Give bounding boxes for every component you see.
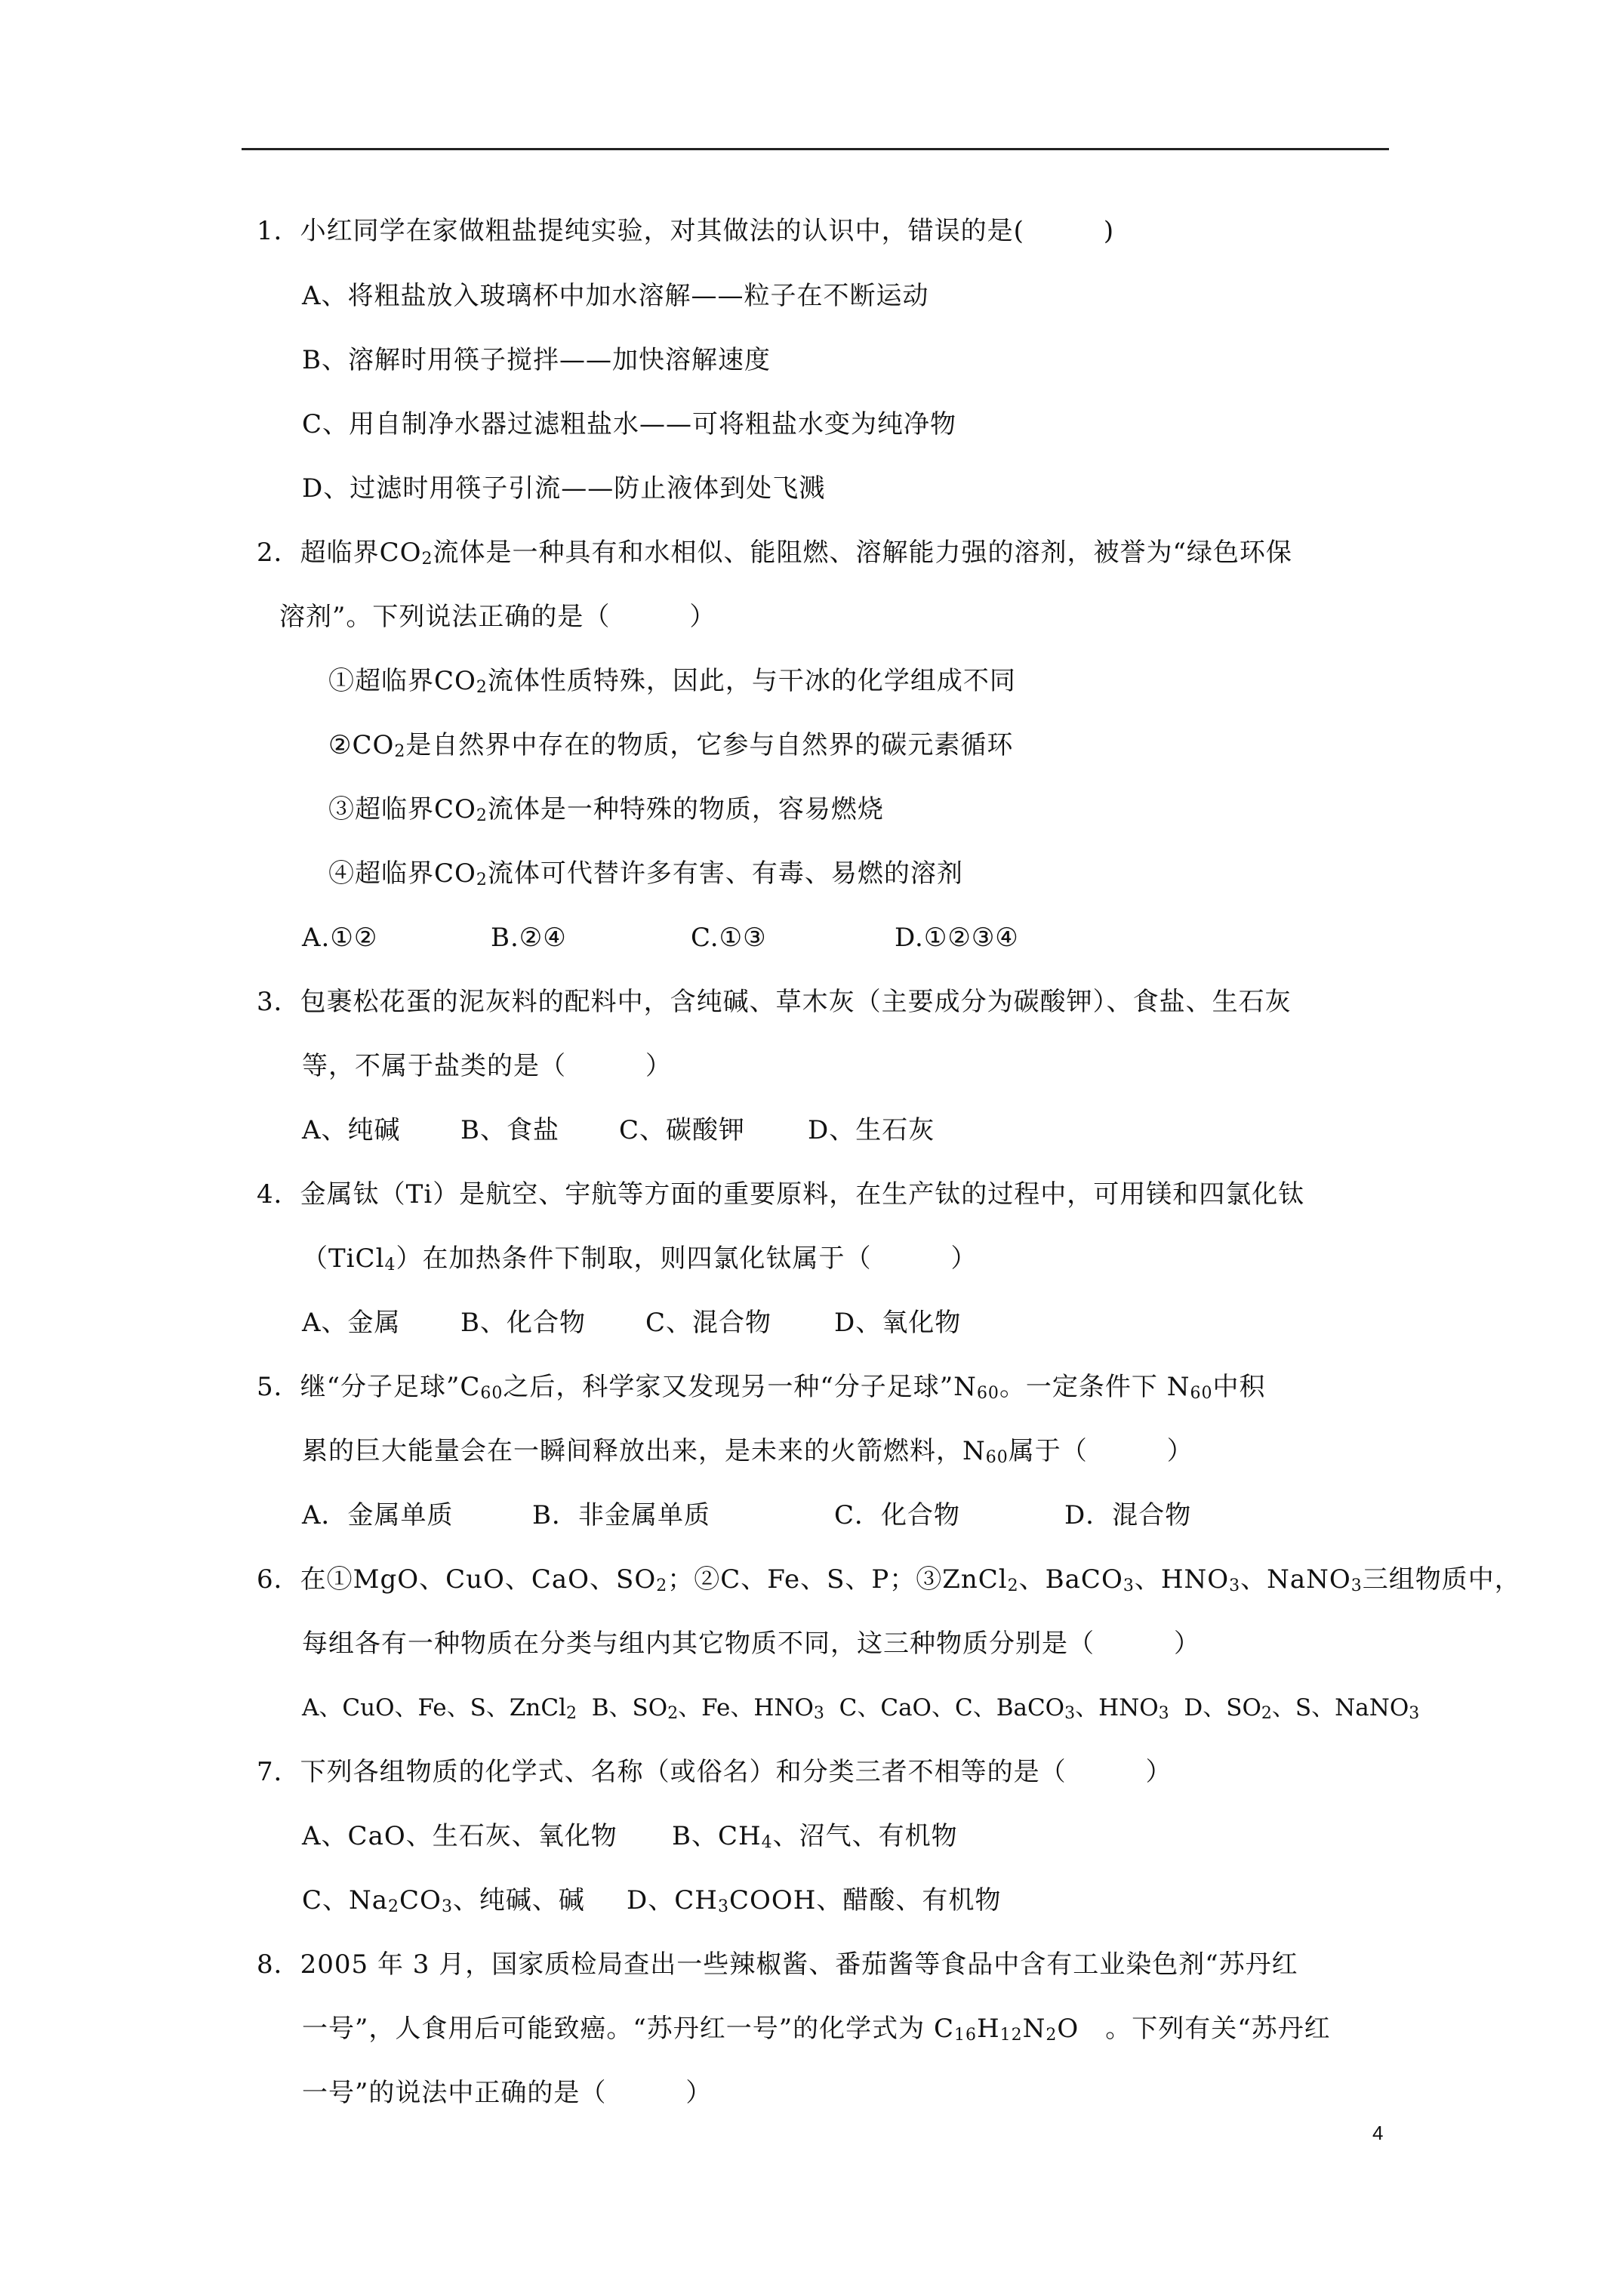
question-8-stem-line-2: 一号”，人食用后可能致癌。“苏丹红一号”的化学式为 $C_{16}H_{12}N_2O$ 。下列有关“苏丹红 — [302, 2014, 1331, 2045]
question-4-stem-line-2: （TiCl$_4$）在加热条件下制取，则四氯化钛属于（ ） — [302, 1244, 978, 1274]
question-2-option-c: C.①③ — [691, 923, 767, 953]
question-7-option-a: A、CaO、生石灰、氧化物 — [302, 1821, 617, 1851]
question-1-option-a: A、将粗盐放入玻璃杯中加水溶解——粒子在不断运动 — [302, 281, 929, 311]
question-6-option-b: B、$SO_2$、Fe、$HNO_3$ — [591, 1694, 824, 1723]
question-2-option-b: B.②④ — [491, 923, 567, 953]
question-8-stem-line-1: 8．2005 年 3 月，国家质检局查出一些辣椒酱、番茄酱等食品中含有工业染色剂“苏丹红 — [257, 1949, 1298, 1980]
question-5-option-b: B．非金属单质 — [532, 1500, 710, 1530]
question-2-statement-3: ③超临界$CO_2$流体是一种特殊的物质，容易燃烧 — [328, 794, 884, 825]
question-2-statement-2: $②CO_2$是自然界中存在的物质，它参与自然界的碳元素循环 — [328, 730, 1014, 761]
question-3-option-d: D、生石灰 — [808, 1115, 935, 1145]
question-2-statement-1: ①超临界$CO_2$流体性质特殊，因此，与干冰的化学组成不同 — [328, 666, 1016, 697]
question-7-stem: 7．下列各组物质的化学式、名称（或俗名）和分类三者不相等的是（ ） — [257, 1757, 1172, 1787]
page-number: 4 — [1372, 2122, 1384, 2144]
question-3-option-a: A、纯碱 — [302, 1115, 401, 1145]
question-6-options — [302, 1691, 1419, 1724]
question-6-option-d: D、$SO_2$、S、NaNO$_3$ — [1184, 1694, 1420, 1723]
question-2-stem-line-2: 溶剂”。下列说法正确的是（ ） — [279, 602, 716, 632]
question-6-option-c: C、CaO、C、BaCO$_3$、$HNO_3$ — [839, 1694, 1169, 1723]
question-3-option-c: C、碳酸钾 — [619, 1115, 746, 1145]
question-3-stem-line-2: 等，不属于盐类的是（ ） — [302, 1051, 672, 1081]
question-5-stem-line-1: 5．继“分子足球$”C_{60}$之后，科学家又发现另一种“分子足球$”N_{60}$。一定条件下 $N_{60}$中积 — [257, 1372, 1266, 1403]
question-5-option-c: C．化合物 — [834, 1500, 961, 1530]
question-1-option-c: C、用自制净水器过滤粗盐水——可将粗盐水变为纯净物 — [302, 409, 957, 439]
question-7-option-d: D、$CH_3COOH$、醋酸、有机物 — [627, 1885, 1002, 1916]
question-6-option-a: A、CuO、Fe、S、ZnCl$_2$ — [302, 1694, 577, 1723]
question-3-option-b: B、食盐 — [460, 1115, 559, 1145]
question-7-option-c: C、$Na_2CO_3$、纯碱、碱 — [302, 1885, 585, 1916]
question-4-option-b: B、化合物 — [460, 1308, 586, 1338]
question-6-stem-line-1: 6．在①MgO、CuO、CaO、$SO_2$；②C、Fe、S、P；③ZnCl$_2$、BaCO$_3$、$HNO_3$、NaNO$_3$三组物质中， — [257, 1564, 1521, 1595]
question-5-option-a: A．金属单质 — [302, 1500, 454, 1530]
question-2-stem-line-1: 2．超临界$CO_2$流体是一种具有和水相似、能阻燃、溶解能力强的溶剂，被誉为“绿色环保 — [257, 538, 1292, 569]
question-2-option-a: A.①② — [302, 923, 378, 953]
question-4-option-c: C、混合物 — [645, 1308, 772, 1338]
question-1-option-b: B、溶解时用筷子搅拌——加快溶解速度 — [302, 345, 771, 375]
question-4-option-a: A、金属 — [302, 1308, 401, 1338]
question-4-option-d: D、氧化物 — [834, 1308, 962, 1338]
question-3-stem-line-1: 3．包裹松花蛋的泥灰料的配料中，含纯碱、草木灰（主要成分为碳酸钾）、食盐、生石灰 — [257, 987, 1292, 1017]
question-8-stem-line-3: 一号”的说法中正确的是（ ） — [302, 2078, 713, 2108]
question-1-stem: 1．小红同学在家做粗盐提纯实验，对其做法的认识中，错误的是( ) — [257, 216, 1115, 246]
question-4-stem-line-1: 4．金属钛（Ti）是航空、宇航等方面的重要原料，在生产钛的过程中，可用镁和四氯化钛 — [257, 1179, 1305, 1210]
question-5-stem-line-2: 累的巨大能量会在一瞬间释放出来，是未来的火箭燃料，$N_{60}$属于（ ） — [302, 1436, 1193, 1467]
question-5-option-d: D．混合物 — [1064, 1500, 1192, 1530]
header-rule — [242, 148, 1389, 150]
question-2-option-d: D.①②③④ — [895, 923, 1019, 953]
question-1-option-d: D、过滤时用筷子引流——防止液体到处飞溅 — [302, 473, 826, 504]
question-2-statement-4: ④超临界$CO_2$流体可代替许多有害、有毒、易燃的溶剂 — [328, 858, 963, 889]
question-6-stem-line-2: 每组各有一种物质在分类与组内其它物质不同，这三种物质分别是（ ） — [302, 1629, 1200, 1659]
question-7-option-b: B、$CH_4$、沼气、有机物 — [672, 1821, 958, 1852]
